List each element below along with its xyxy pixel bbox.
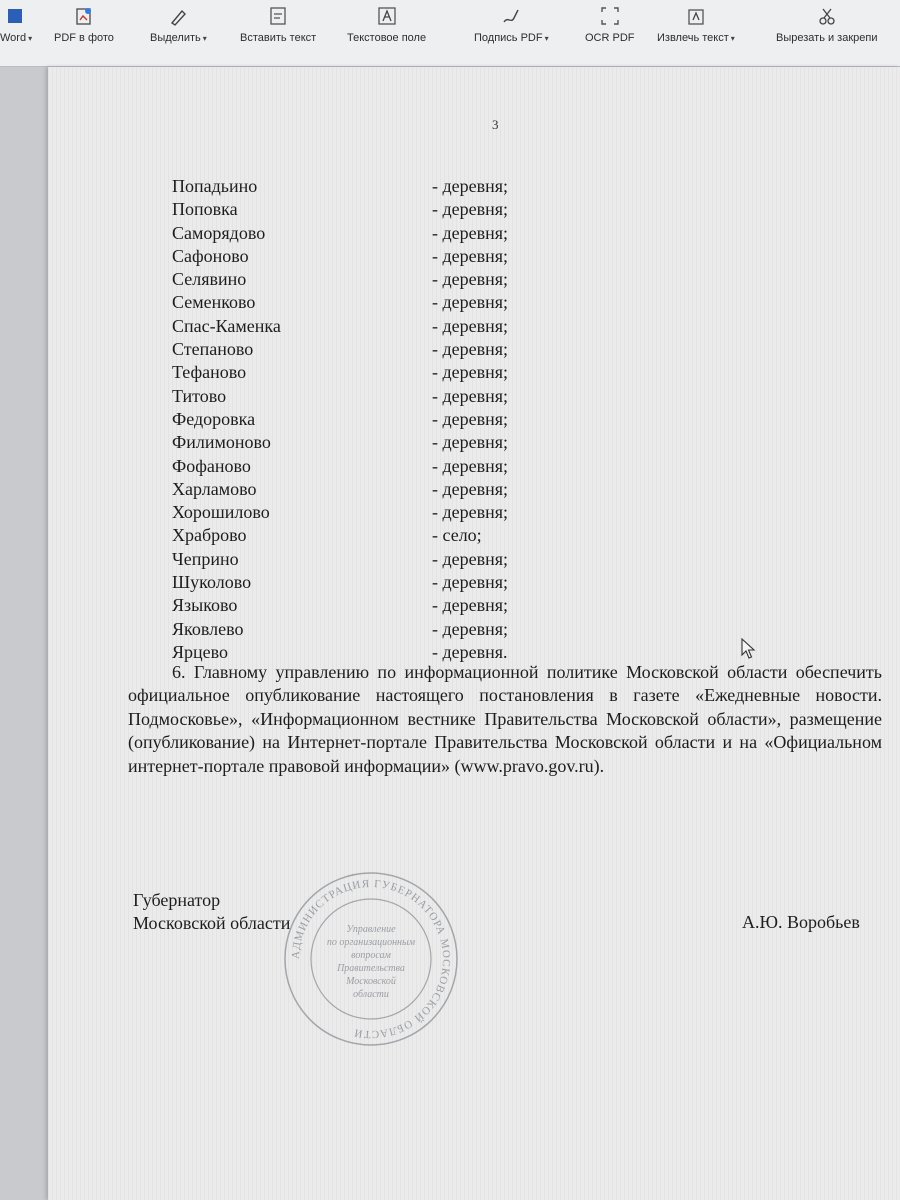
chevron-down-icon[interactable]: ▾ bbox=[28, 33, 33, 43]
settlement-type: - деревня; bbox=[432, 292, 509, 313]
village-list bbox=[172, 175, 572, 664]
paragraph-6: 6. Главному управлению по информационной политике Московской области обеспечить официальное опубликование настоящего постановления в газете «Ежедневные новости. Подмосковье», «Информационном вестнике Правительства Московской области», размещение (опубликование) на Интернет-портале Правительства Московской области и на «Официальном интернет-портале правовой информации» (www.pravo.gov.ru). bbox=[128, 662, 882, 776]
insert-text-icon bbox=[267, 6, 289, 26]
ocr-pdf-label: OCR PDF bbox=[585, 32, 635, 44]
settlement-type: - деревня; bbox=[432, 339, 509, 360]
village-name: Шуколово bbox=[172, 572, 252, 593]
text-box-icon bbox=[376, 6, 398, 26]
village-name: Степаново bbox=[172, 339, 254, 360]
village-name: Сафоново bbox=[172, 245, 249, 266]
settlement-type: - деревня; bbox=[432, 199, 509, 220]
list-item bbox=[172, 245, 572, 268]
seal-inner-line: Московской bbox=[346, 976, 396, 987]
signatory-title bbox=[133, 889, 290, 935]
ocr-scan-icon bbox=[599, 6, 621, 26]
settlement-type: - село; bbox=[432, 525, 482, 546]
village-name: Яковлево bbox=[172, 618, 244, 639]
village-name: Языково bbox=[172, 595, 238, 616]
seal-inner-line: Правительства bbox=[337, 963, 405, 974]
village-name: Спас-Каменка bbox=[172, 315, 281, 336]
list-item bbox=[172, 431, 572, 454]
sign-pdf-label: Подпись PDF bbox=[474, 32, 543, 44]
settlement-type: - деревня; bbox=[432, 455, 509, 476]
extract-text-button[interactable] bbox=[657, 4, 735, 60]
settlement-type: - деревня; bbox=[432, 618, 509, 639]
settlement-type: - деревня; bbox=[432, 595, 509, 616]
list-item bbox=[172, 524, 572, 547]
list-item bbox=[172, 315, 572, 338]
list-item bbox=[172, 571, 572, 594]
sign-pdf-button[interactable] bbox=[474, 4, 549, 60]
to-word-button[interactable] bbox=[0, 4, 32, 60]
village-name: Тефаново bbox=[172, 362, 247, 383]
highlighter-icon bbox=[167, 6, 189, 26]
settlement-type: - деревня; bbox=[432, 548, 509, 569]
village-name: Титово bbox=[172, 385, 227, 406]
cut-and-pin-label: Вырезать и закрепи bbox=[776, 32, 878, 44]
signatory-title-line: Губернатор bbox=[133, 890, 221, 910]
list-item bbox=[172, 594, 572, 617]
seal-inner-line: Управление bbox=[346, 924, 396, 935]
village-name: Федоровка bbox=[172, 408, 256, 429]
list-item bbox=[172, 198, 572, 221]
ocr-pdf-button[interactable] bbox=[585, 4, 635, 60]
list-item bbox=[172, 618, 572, 641]
insert-text-label: Вставить текст bbox=[240, 32, 317, 44]
official-seal bbox=[282, 870, 460, 1048]
signature-pen-icon bbox=[500, 6, 522, 26]
village-name: Фофаново bbox=[172, 455, 251, 476]
insert-text-button[interactable] bbox=[240, 4, 316, 60]
pdf-to-image-label: PDF в фото bbox=[54, 32, 114, 44]
pdf-to-image-button[interactable] bbox=[54, 4, 114, 60]
village-name: Филимоново bbox=[172, 432, 271, 453]
list-item bbox=[172, 338, 572, 361]
village-name: Чеприно bbox=[172, 548, 239, 569]
village-name: Храброво bbox=[172, 525, 247, 546]
list-item bbox=[172, 455, 572, 478]
settlement-type: - деревня. bbox=[432, 641, 508, 662]
text-field-label: Текстовое поле bbox=[347, 32, 427, 44]
text-field-button[interactable] bbox=[347, 4, 426, 60]
settlement-type: - деревня; bbox=[432, 385, 509, 406]
village-name: Селявино bbox=[172, 269, 247, 290]
extract-text-label: Извлечь текст bbox=[657, 32, 729, 44]
list-item bbox=[172, 548, 572, 571]
word-icon bbox=[5, 6, 27, 26]
extract-text-icon bbox=[685, 6, 707, 26]
list-item bbox=[172, 175, 572, 198]
settlement-type: - деревня; bbox=[432, 502, 509, 523]
to-word-label: Word bbox=[0, 32, 27, 44]
mouse-cursor-icon bbox=[741, 638, 757, 665]
settlement-type: - деревня; bbox=[432, 572, 509, 593]
seal-outer-text: АДМИНИСТРАЦИЯ ГУБЕРНАТОРА МОСКОВСКОЙ ОБЛАСТИ bbox=[289, 877, 453, 1041]
seal-inner-line: области bbox=[353, 989, 389, 1000]
settlement-type: - деревня; bbox=[432, 362, 509, 383]
list-item bbox=[172, 501, 572, 524]
settlement-type: - деревня; bbox=[432, 408, 509, 429]
village-name: Ярцево bbox=[172, 641, 229, 662]
chevron-down-icon[interactable]: ▾ bbox=[730, 33, 735, 43]
cut-and-pin-button[interactable] bbox=[776, 4, 878, 60]
list-item bbox=[172, 291, 572, 314]
settlement-type: - деревня; bbox=[432, 269, 509, 290]
list-item bbox=[172, 478, 572, 501]
list-item bbox=[172, 222, 572, 245]
village-name: Хорошилово bbox=[172, 502, 270, 523]
settlement-type: - деревня; bbox=[432, 222, 509, 243]
list-item bbox=[172, 361, 572, 384]
village-name: Саморядово bbox=[172, 222, 266, 243]
page-number: 3 bbox=[492, 117, 499, 132]
list-item bbox=[172, 408, 572, 431]
seal-inner-line: по организационным bbox=[326, 937, 416, 948]
list-item bbox=[172, 268, 572, 291]
village-name: Попадьино bbox=[172, 176, 258, 196]
village-name: Семенково bbox=[172, 292, 256, 313]
toolbar bbox=[0, 0, 900, 67]
chevron-down-icon[interactable]: ▾ bbox=[202, 33, 207, 43]
highlight-button[interactable] bbox=[150, 4, 207, 60]
signatory-name: А.Ю. Воробьев bbox=[742, 912, 860, 932]
left-gutter bbox=[0, 67, 48, 1200]
settlement-type: - деревня; bbox=[432, 176, 509, 196]
image-convert-icon bbox=[73, 6, 95, 26]
village-name: Поповка bbox=[172, 199, 238, 220]
highlight-label: Выделить bbox=[150, 32, 201, 44]
list-item bbox=[172, 385, 572, 408]
settlement-type: - деревня; bbox=[432, 315, 509, 336]
chevron-down-icon[interactable]: ▾ bbox=[544, 33, 549, 43]
settlement-type: - деревня; bbox=[432, 478, 509, 499]
seal-inner-line: вопросам bbox=[351, 950, 391, 961]
signatory-title-line: Московской области bbox=[133, 913, 291, 933]
settlement-type: - деревня; bbox=[432, 245, 509, 266]
settlement-type: - деревня; bbox=[432, 432, 509, 453]
village-name: Харламово bbox=[172, 478, 257, 499]
scissors-icon bbox=[816, 6, 838, 26]
